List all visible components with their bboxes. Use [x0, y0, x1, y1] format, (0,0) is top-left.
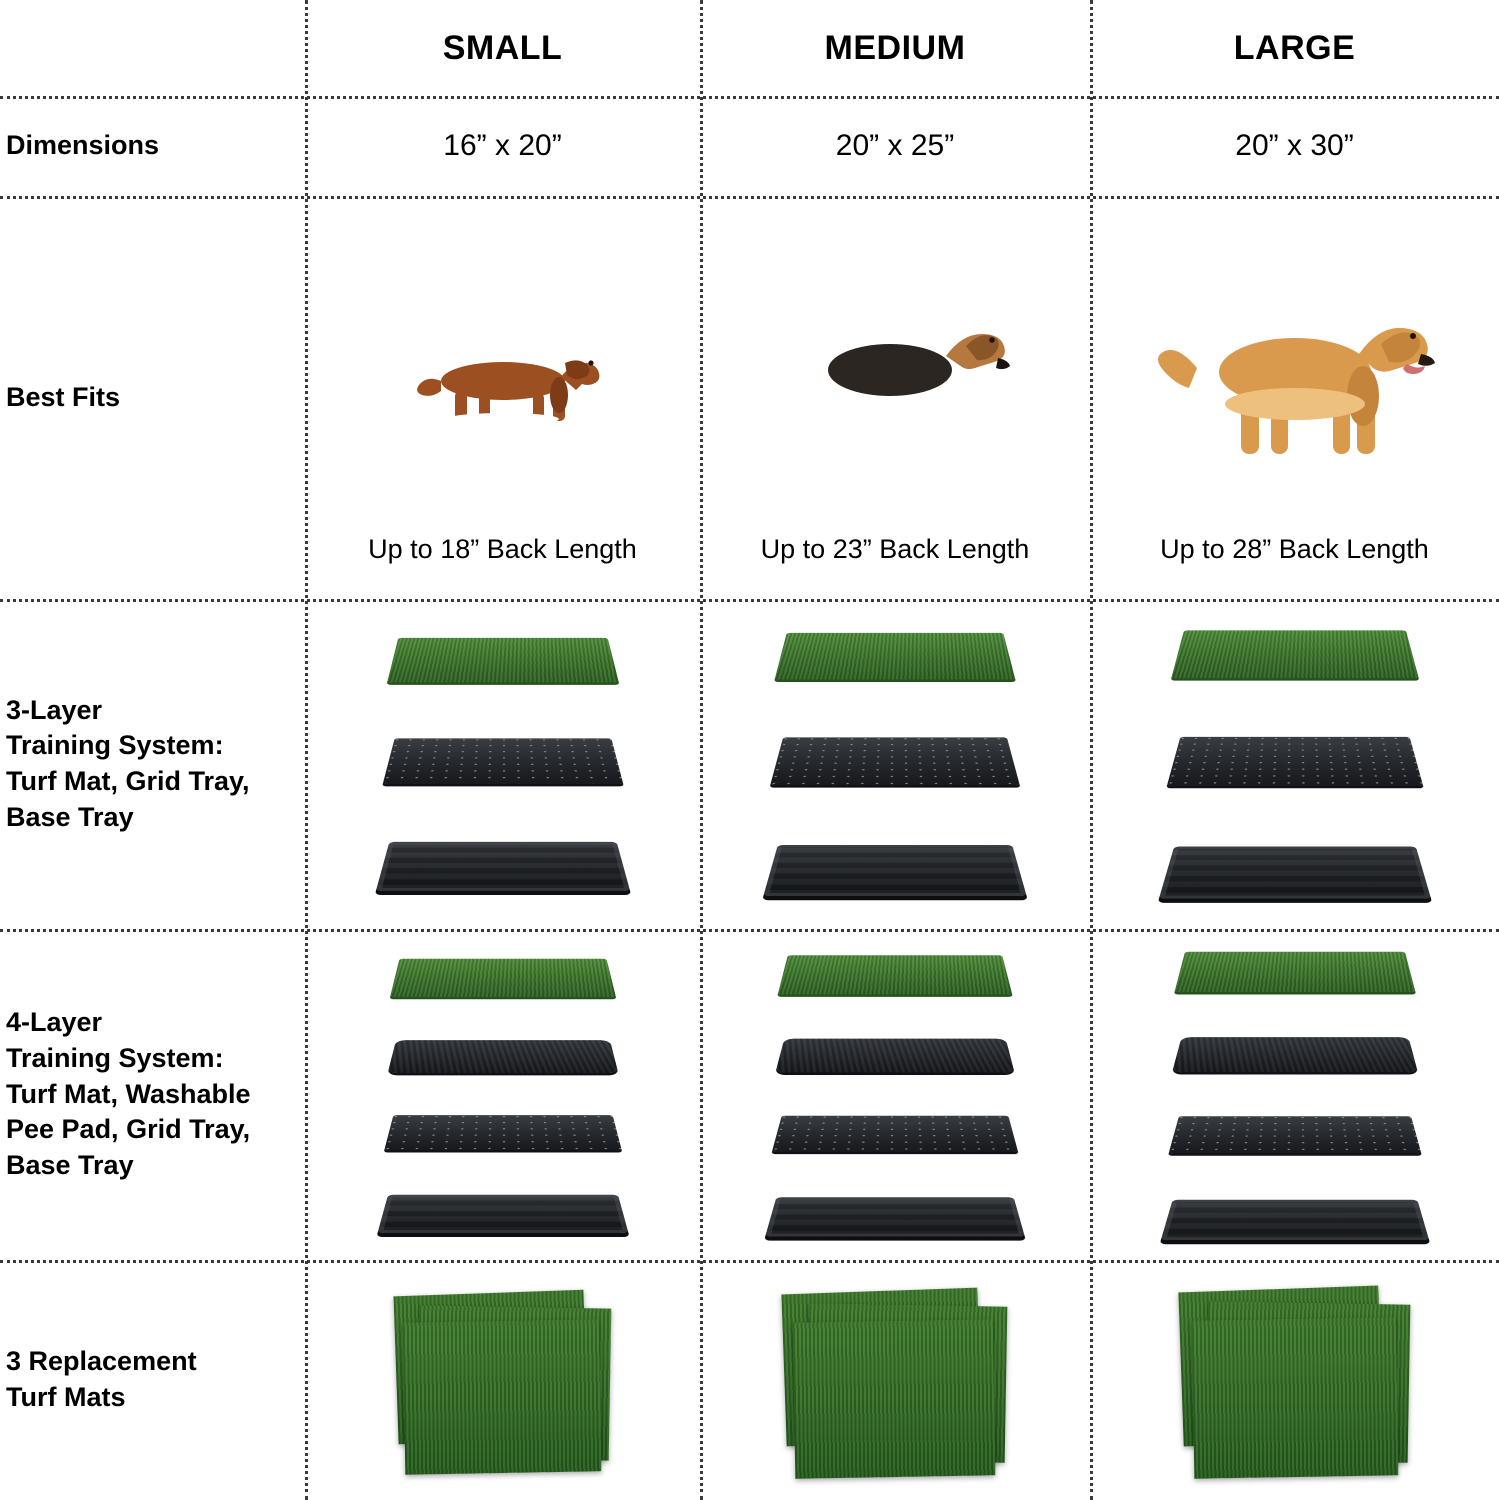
best-fits-text-large: Up to 28” Back Length [1160, 534, 1429, 564]
best-fits-large [1090, 196, 1499, 599]
best-fits-text-medium: Up to 23” Back Length [760, 534, 1030, 564]
base-tray-layer [377, 1194, 628, 1232]
row-label-three-layer [0, 599, 305, 929]
table-corner-empty [0, 0, 305, 96]
dimensions-small: 16” x 20” [443, 129, 562, 162]
four-layer-stack-medium [700, 929, 1090, 1260]
dachshund-photo [305, 224, 700, 534]
grid-tray-layer [384, 1115, 621, 1150]
grid-tray-layer [1166, 737, 1422, 786]
dimensions-large: 20” x 30” [1235, 129, 1354, 162]
four-layer-line-5: Base Tray [6, 1149, 134, 1180]
three-layer-line-2: Training System: [6, 730, 224, 761]
row-label-four-layer [0, 929, 305, 1260]
four-layer-line-1: 4-Layer [6, 1007, 103, 1038]
replacement-line-1: 3 Replacement [6, 1346, 197, 1377]
three-layer-line-4: Base Tray [6, 801, 134, 832]
replacement-line-2: Turf Mats [6, 1382, 126, 1412]
grid-tray-layer [382, 738, 623, 784]
base-tray-layer [763, 845, 1026, 896]
turf-mat-group [1163, 1281, 1427, 1479]
column-header-small: SMALL [442, 28, 563, 67]
dimensions-medium: 20” x 25” [835, 129, 955, 162]
column-header-large: LARGE [1233, 28, 1356, 67]
best-fits-text-small: Up to 18” Back Length [368, 534, 637, 564]
replacement-mats-medium [700, 1260, 1090, 1500]
golden-retriever-photo [1090, 224, 1499, 534]
turf-mat-group [378, 1285, 628, 1475]
four-layer-line-3: Turf Mat, Washable [6, 1078, 251, 1109]
grid-tray-layer [1168, 1116, 1421, 1153]
four-layer-line-4: Pee Pad, Grid Tray, [6, 1114, 251, 1145]
turf-mat-layer [1174, 951, 1415, 991]
best-fits-small [305, 196, 700, 599]
three-layer-line-3: Turf Mat, Grid Tray, [6, 766, 250, 796]
beagle-photo [700, 224, 1090, 534]
row-label-replacement-mats [0, 1260, 305, 1500]
base-tray-layer [1158, 846, 1430, 898]
row-label-best-fits: Best Fits [6, 381, 121, 412]
four-layer-stack-small [305, 929, 700, 1260]
turf-mat-layer [390, 958, 616, 996]
turf-mat-layer [778, 955, 1013, 994]
turf-mat-front [1191, 1317, 1398, 1479]
turf-mat-front [402, 1319, 601, 1474]
pee-pad-layer [1172, 1037, 1418, 1072]
three-layer-stack-medium [700, 599, 1090, 929]
turf-mat-layer [1171, 630, 1418, 678]
column-header-medium: MEDIUM [824, 28, 966, 67]
four-layer-stack-large [1090, 929, 1499, 1260]
turf-mat-front [793, 1319, 996, 1478]
best-fits-medium [700, 196, 1090, 599]
grid-tray-layer [772, 1115, 1018, 1151]
four-layer-line-2: Training System: [6, 1043, 224, 1074]
turf-mat-layer [775, 633, 1016, 680]
three-layer-stack-small [305, 599, 700, 929]
replacement-mats-large [1090, 1260, 1499, 1500]
turf-mat-layer [387, 638, 619, 683]
row-label-dimensions: Dimensions [6, 130, 160, 161]
replacement-mats-small [305, 1260, 700, 1500]
pee-pad-layer [775, 1038, 1014, 1072]
base-tray-layer [765, 1197, 1025, 1236]
pee-pad-layer [387, 1040, 618, 1073]
three-layer-line-1: 3-Layer [6, 694, 103, 725]
grid-tray-layer [770, 737, 1020, 785]
base-tray-layer [1160, 1199, 1428, 1239]
three-layer-stack-large [1090, 599, 1499, 929]
base-tray-layer [375, 842, 629, 891]
turf-mat-group [766, 1283, 1024, 1478]
